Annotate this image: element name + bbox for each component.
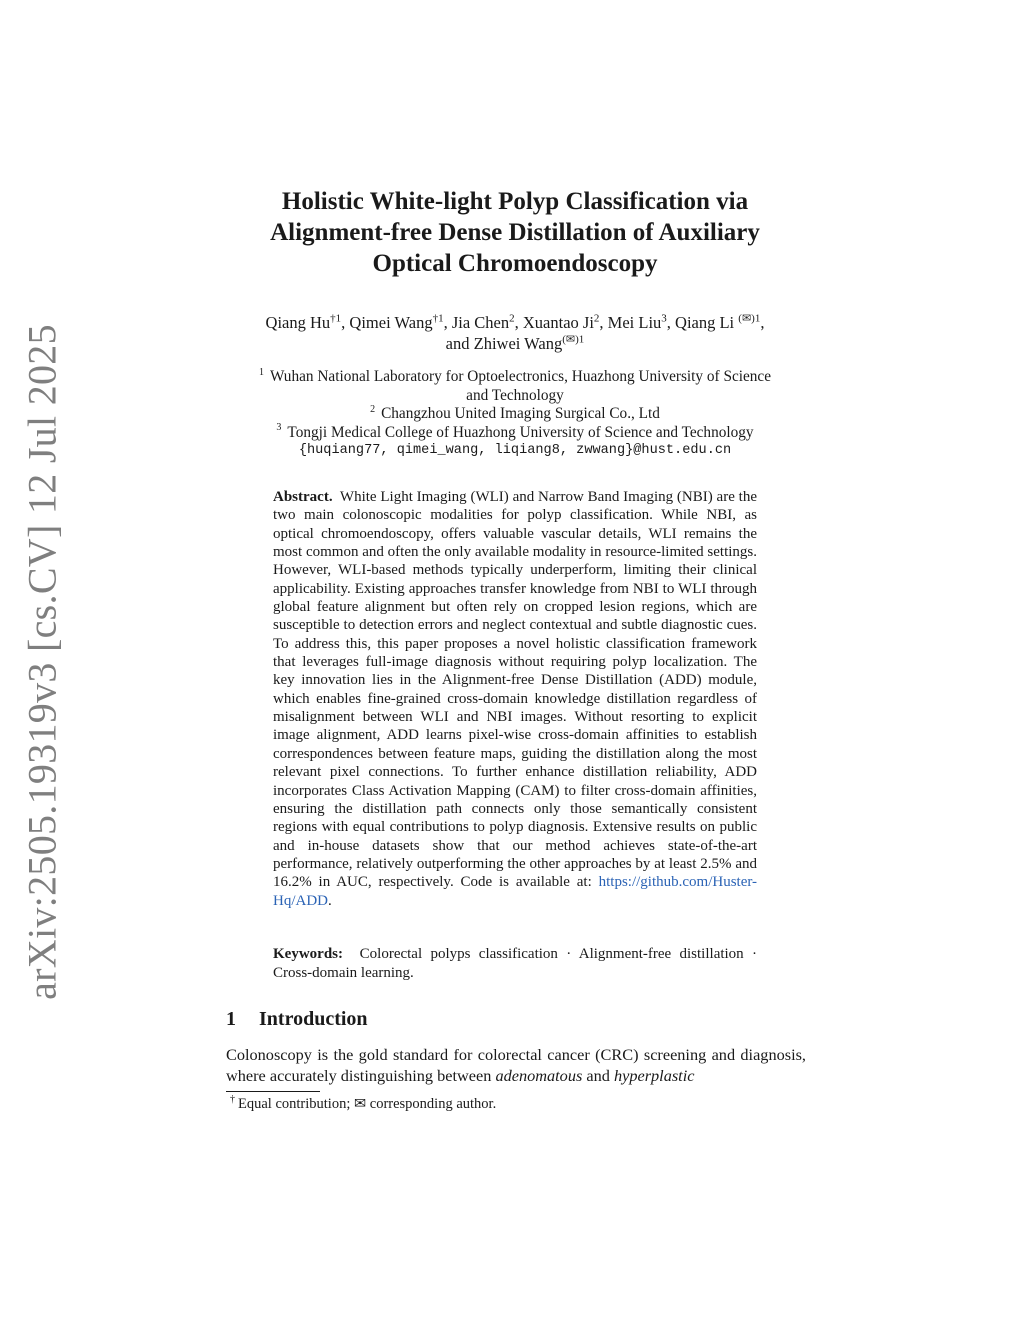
intro-text: and [586,1065,610,1085]
affiliation-number: 2 [370,403,376,415]
section-heading [226,1008,368,1031]
separator: , [760,313,765,332]
separator: , [514,313,523,332]
keywords-text: Colorectal polyps classification · Alignment-free distillation · Cross-domain learning. [273,946,757,981]
period: . [328,892,332,909]
author-name: Qiang Hu [265,313,331,332]
intro-emphasis: hyperplastic [613,1065,695,1085]
abstract [273,488,757,910]
section-number: 1 [226,1008,236,1030]
corresponding-marker: (✉)1 [562,333,585,346]
author-emails: {huqiang77, qimei_wang, liqiang8, zwwang}@hust.edu.cn [298,443,732,458]
intro-emphasis: adenomatous [495,1065,583,1085]
author-name: Mei Liu [607,313,662,332]
author-name: Qimei Wang [349,313,433,332]
author-name: Xuantao Ji [522,313,594,332]
author-name: and Zhiwei Wang [445,334,563,353]
title-line: Holistic White-light Polyp Classification via [281,188,749,215]
affiliation-text: and Technology [466,386,564,404]
author-marker: †1 [330,312,342,325]
intro-text: Colonoscopy is the gold standard for colorectal cancer (CRC) screening and diagnosis, where accurately distinguishing between [226,1045,806,1085]
arxiv-identifier: arXiv:2505.19319v3 [cs.CV] 12 Jul 2025 [19,324,65,1000]
footnote-text: Equal contribution; ✉ corresponding author. [238,1095,497,1112]
section-title: Introduction [259,1008,368,1030]
code-availability: Code is available at: [460,874,592,891]
abstract-label: Abstract. [273,489,333,505]
author-marker: 3 [661,312,667,325]
keywords-label: Keywords: [273,946,343,962]
affiliation-text: Wuhan National Laboratory for Optoelectronics, Huazhong University of Science [269,368,772,385]
footnote [226,1094,496,1113]
affiliation-number: 1 [258,366,264,378]
author-marker: 2 [509,312,515,325]
affiliation-number: 3 [276,422,282,434]
author-marker: †1 [432,312,444,325]
code-link[interactable]: https://github.com/Huster-Hq/ADD [273,874,758,909]
corresponding-marker: (✉)1 [738,312,761,325]
separator: , [666,313,676,332]
affiliation-text: Changzhou United Imaging Surgical Co., Ltd [381,405,660,422]
author-name: Qiang Li [675,313,735,332]
title-line: Optical Chromoendoscopy [372,250,658,277]
separator: , [341,313,350,332]
intro-paragraph [226,1045,806,1086]
footnote-marker: † [230,1094,235,1105]
title-line: Alignment-free Dense Distillation of Auxiliary [270,219,760,246]
separator: , [599,313,608,332]
footnote-rule [226,1091,320,1092]
separator: , [443,313,452,332]
abstract-text: White Light Imaging (WLI) and Narrow Band Imaging (NBI) are the two main colonoscopic modalities for polyp classification. While NBI, as optical chromoendoscopy, offers valuable vascular details, WLI remains the most common and often the only available modality in resource-limited settings. However, WLI-based methods typically underperform, limiting their clinical applicability. Existing approaches transfer knowledge from NBI to WLI through global feature alignment but often rely on cropped lesion regions, which are susceptible to detection errors and neglect contextual and subtle diagnostic cues. To address this, this paper proposes a novel holistic classification framework that leverages full-image diagnosis without requiring polyp localization. The key innovation lies in the Alignment-free Dense Distillation (ADD) module, which enables fine-grained cross-domain knowledge distillation regardless of misalignment between WLI and NBI images. Without resorting to explicit image alignment, ADD learns pixel-wise cross-domain affinities to establish correspondences between feature maps, guiding the distillation along the most relevant pixel connections. To further enhance distillation reliability, ADD incorporates Class Activation Mapping (CAM) to filter cross-domain affinities, ensuring the distillation path connects only those semantically consistent regions with equal contributions to polyp diagnosis. Extensive results on public and in-house datasets show that our method achieves state-of-the-art performance, relatively outperforming the other approaches by at least 2.5% and 16.2% in AUC, respectively. [273,489,757,891]
author-list [180,312,850,354]
author-marker: 2 [593,312,600,325]
keywords [273,945,757,982]
paper-title [200,186,830,279]
author-name: Jia Chen [451,313,510,332]
affiliation-text: Tongji Medical College of Huazhong University of Science and Technology [287,423,754,441]
affiliations [180,368,850,461]
